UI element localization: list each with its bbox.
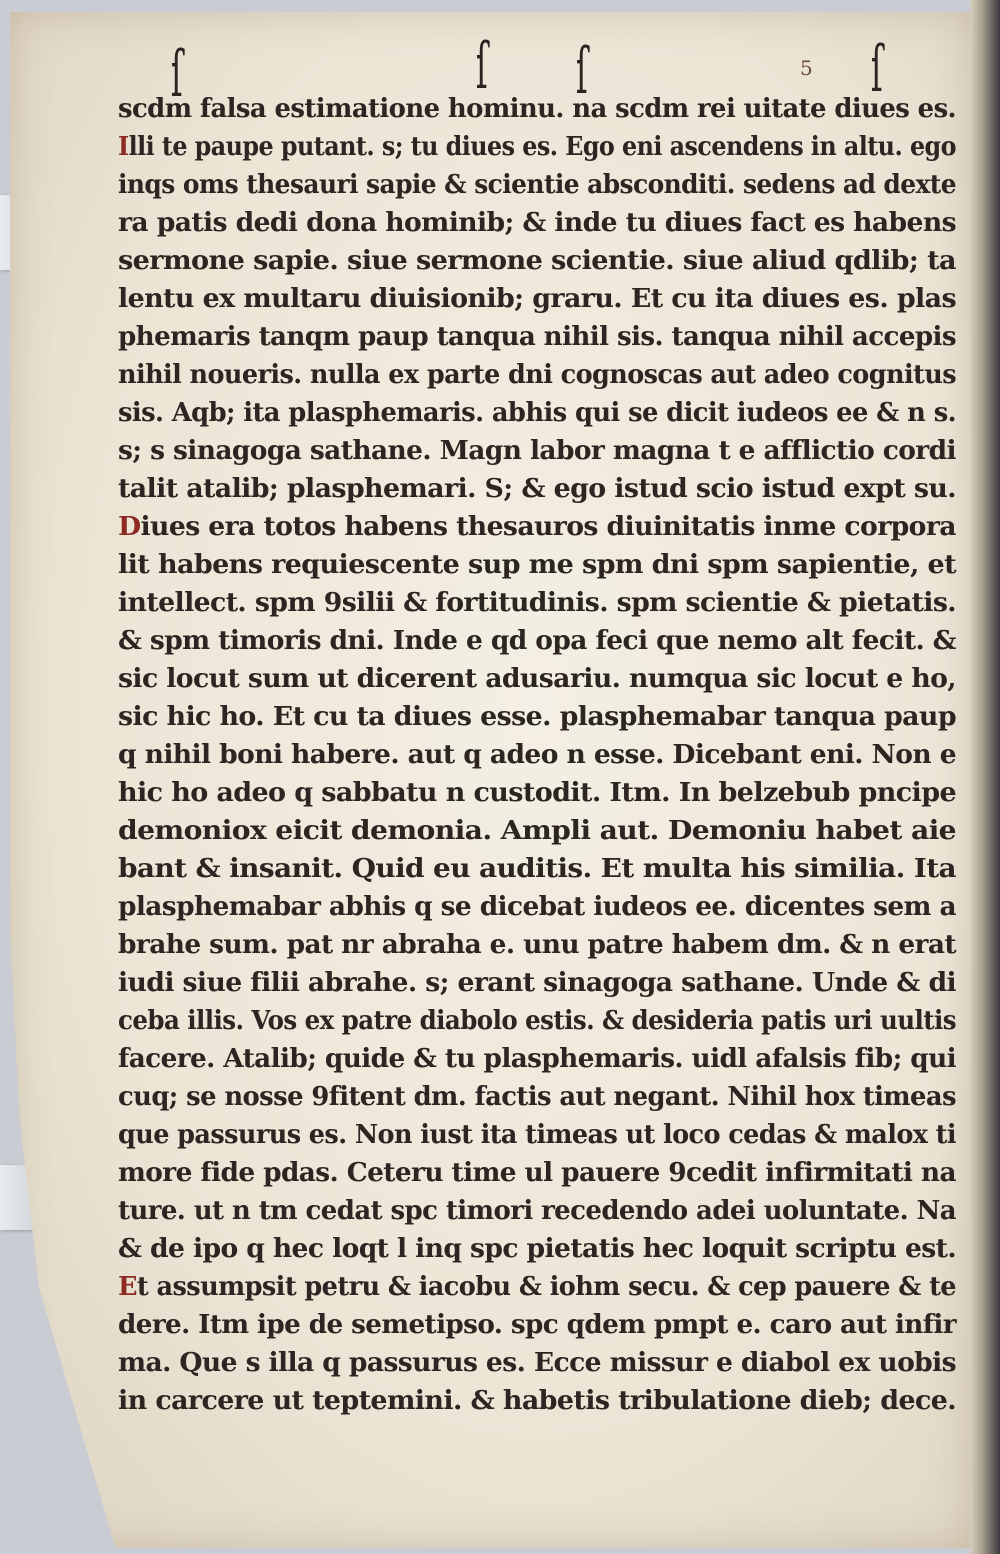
manuscript-line bbox=[118, 850, 970, 888]
rubricated-initial: I bbox=[118, 131, 129, 162]
line-text: bant & insanit. Quid eu auditis. Et multa his similia. Ita bbox=[118, 853, 956, 884]
manuscript-line bbox=[118, 280, 970, 318]
line-text: more fide pdas. Ceteru time ul pauere 9cedit infirmitati na bbox=[118, 1157, 956, 1188]
line-text: talit atalib; plasphemari. S; & ego istud scio istud expt su. bbox=[118, 473, 957, 504]
manuscript-line bbox=[118, 1002, 970, 1040]
line-text: sic hic ho. Et cu ta diues esse. plasphemabar tanqua paup bbox=[118, 701, 957, 732]
line-text: lit habens requiescente sup me spm dni spm sapientie, et bbox=[118, 549, 956, 580]
line-text: s; s sinagoga sathane. Magn labor magna t e afflictio cordi bbox=[118, 435, 956, 466]
line-text: demoniox eicit demonia. Ampli aut. Demoniu habet aie bbox=[118, 815, 956, 846]
manuscript-line bbox=[118, 90, 970, 128]
line-text: sis. Aqb; ita plasphemaris. abhis qui se dicit iudeos ee & n s. bbox=[118, 397, 956, 428]
manuscript-line bbox=[118, 774, 970, 812]
manuscript-line bbox=[118, 128, 970, 166]
manuscript-line bbox=[118, 318, 970, 356]
line-text: ture. ut n tm cedat spc timori recedendo adei uoluntate. Na bbox=[118, 1195, 956, 1226]
line-text: & de ipo q hec loqt l inq spc pietatis hec loquit scriptu est. bbox=[118, 1233, 956, 1264]
binding-gutter bbox=[970, 0, 1000, 1554]
line-text: in carcere ut teptemini. & habetis tribulatione dieb; dece. bbox=[118, 1385, 956, 1416]
rubricated-initial: D bbox=[118, 511, 141, 542]
manuscript-line bbox=[118, 432, 970, 470]
line-text: brahe sum. pat nr abraha e. unu patre habem dm. & n erat bbox=[118, 929, 956, 960]
manuscript-line bbox=[118, 1192, 970, 1230]
manuscript-line bbox=[118, 394, 970, 432]
line-text: plasphemabar abhis q se dicebat iudeos ee. dicentes sem a bbox=[118, 891, 956, 922]
manuscript-line bbox=[118, 356, 970, 394]
manuscript-line bbox=[118, 584, 970, 622]
line-text: q nihil boni habere. aut q adeo n esse. Dicebant eni. Non e bbox=[118, 739, 956, 770]
manuscript-line bbox=[118, 1268, 970, 1306]
line-text: nihil noueris. nulla ex parte dni cognoscas aut adeo cognitus bbox=[118, 359, 956, 390]
manuscript-line bbox=[118, 204, 970, 242]
manuscript-line bbox=[118, 1116, 970, 1154]
line-text: que passurus es. Non iust ita timeas ut loco cedas & malox ti bbox=[118, 1119, 956, 1150]
line-text: dere. Itm ipe de semetipso. spc qdem pmpt e. caro aut infir bbox=[118, 1309, 956, 1340]
manuscript-line bbox=[118, 622, 970, 660]
manuscript-line bbox=[118, 1306, 970, 1344]
line-text: intellect. spm 9silii & fortitudinis. spm scientie & pietatis. bbox=[118, 587, 957, 618]
manuscript-line bbox=[118, 736, 970, 774]
line-text: lentu ex multaru diuisionib; graru. Et cu ita diues es. plas bbox=[118, 283, 956, 314]
manuscript-line bbox=[118, 1078, 970, 1116]
line-text: phemaris tanqm paup tanqua nihil sis. tanqua nihil accepis bbox=[118, 321, 956, 352]
line-text: scdm falsa estimatione hominu. na scdm rei uitate diues es. bbox=[118, 93, 956, 124]
line-text: hic ho adeo q sabbatu n custodit. Itm. In belzebub pncipe bbox=[118, 777, 956, 808]
manuscript-line bbox=[118, 698, 970, 736]
line-text: lli te paupe putant. s; tu diues es. Ego eni ascendens in altu. ego bbox=[128, 131, 957, 162]
line-text: iues era totos habens thesauros diuinitatis inme corpora bbox=[140, 511, 956, 542]
rubricated-initial: E bbox=[118, 1271, 137, 1302]
ascender-stroke: ſ bbox=[575, 35, 588, 109]
folio-number: 5 bbox=[800, 56, 813, 80]
manuscript-line bbox=[118, 660, 970, 698]
manuscript-line bbox=[118, 1040, 970, 1078]
ascender-stroke: ſ bbox=[870, 33, 883, 107]
line-text: t assumpsit petru & iacobu & iohm secu. & cep pauere & te bbox=[136, 1271, 956, 1302]
line-text: iudi siue filii abrahe. s; erant sinagoga sathane. Unde & di bbox=[118, 967, 956, 998]
manuscript-line bbox=[118, 926, 970, 964]
line-text: sic locut sum ut dicerent adusariu. numqua sic locut e ho, bbox=[118, 663, 957, 694]
line-text: ceba illis. Vos ex patre diabolo estis. & desideria patis uri uultis bbox=[118, 1005, 956, 1036]
manuscript-line bbox=[118, 470, 970, 508]
manuscript-line bbox=[118, 242, 970, 280]
line-text: ma. Que s illa q passurus es. Ecce missur e diabol ex uobis bbox=[118, 1347, 957, 1378]
ascender-stroke: ſ bbox=[170, 38, 183, 112]
manuscript-line bbox=[118, 166, 970, 204]
line-text: ra patis dedi dona hominib; & inde tu diues fact es habens bbox=[118, 207, 956, 238]
manuscript-line bbox=[118, 1344, 970, 1382]
line-text: & spm timoris dni. Inde e qd opa feci que nemo alt fecit. & bbox=[118, 625, 956, 656]
manuscript-line bbox=[118, 888, 970, 926]
manuscript-line bbox=[118, 1230, 970, 1268]
manuscript-line bbox=[118, 964, 970, 1002]
manuscript-text-block bbox=[118, 90, 970, 1420]
manuscript-line bbox=[118, 1382, 970, 1420]
ascender-stroke: ſ bbox=[475, 30, 488, 104]
line-text: inqs oms thesauri sapie & scientie absconditi. sedens ad dexte bbox=[118, 169, 956, 200]
line-text: facere. Atalib; quide & tu plasphemaris. uidl afalsis fib; qui bbox=[118, 1043, 956, 1074]
manuscript-line bbox=[118, 508, 970, 546]
manuscript-line bbox=[118, 812, 970, 850]
line-text: cuq; se nosse 9fitent dm. factis aut negant. Nihil hox timeas bbox=[118, 1081, 956, 1112]
manuscript-line bbox=[118, 546, 970, 584]
manuscript-line bbox=[118, 1154, 970, 1192]
line-text: sermone sapie. siue sermone scientie. siue aliud qdlib; ta bbox=[118, 245, 956, 276]
